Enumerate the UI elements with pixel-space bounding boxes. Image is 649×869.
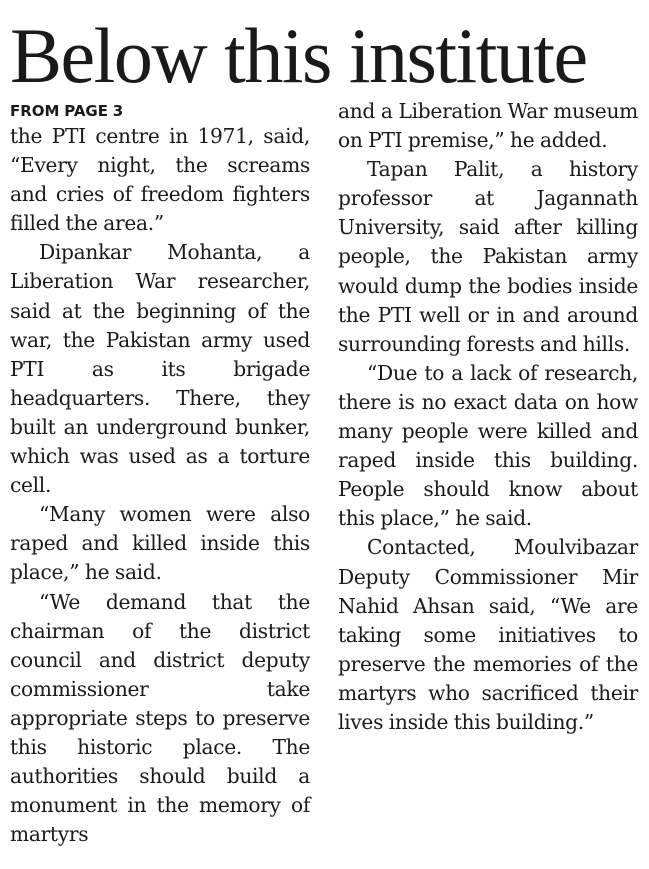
jump-label: FROM PAGE 3 <box>10 102 124 120</box>
article-paragraph: Tapan Palit, a history professor at Jagannath University, said after killing people, the Pakistan army would dump the bodies inside the PTI well or in and around surrounding forests and hills. <box>338 157 638 356</box>
article-paragraph: Dipankar Mohanta, a Liberation War researcher, said at the beginning of the war, the Pakistan army used PTI as its brigade headquarters. There, they built an underground bunker, which was used as a torture cell. <box>10 240 310 498</box>
article-paragraph: “Many women were also raped and killed inside this place,” he said. <box>10 502 310 585</box>
headline: Below this institute <box>10 12 587 99</box>
article-paragraph: “We demand that the chairman of the district council and district deputy commissioner take appropriate steps to preserve this historic place. The authorities should build a monument in the memory of martyrs <box>10 589 310 847</box>
article-column-left <box>10 97 310 849</box>
article-column-right <box>338 97 638 737</box>
jump-line <box>10 97 310 122</box>
article-paragraph: “Due to a lack of research, there is no exact data on how many people were killed and raped inside this building. People should know about this place,” he said. <box>338 360 638 531</box>
article-paragraph: and a Liberation War museum on PTI premise,” he added. <box>338 99 638 153</box>
article-paragraph: Contacted, Moulvibazar Deputy Commissioner Mir Nahid Ahsan said, “We are taking some initiatives to preserve the memories of the martyrs who sacrificed their lives inside this building.” <box>338 535 638 734</box>
article-paragraph: the PTI centre in 1971, said, “Every night, the screams and cries of freedom fighters filled the area.” <box>10 124 310 236</box>
